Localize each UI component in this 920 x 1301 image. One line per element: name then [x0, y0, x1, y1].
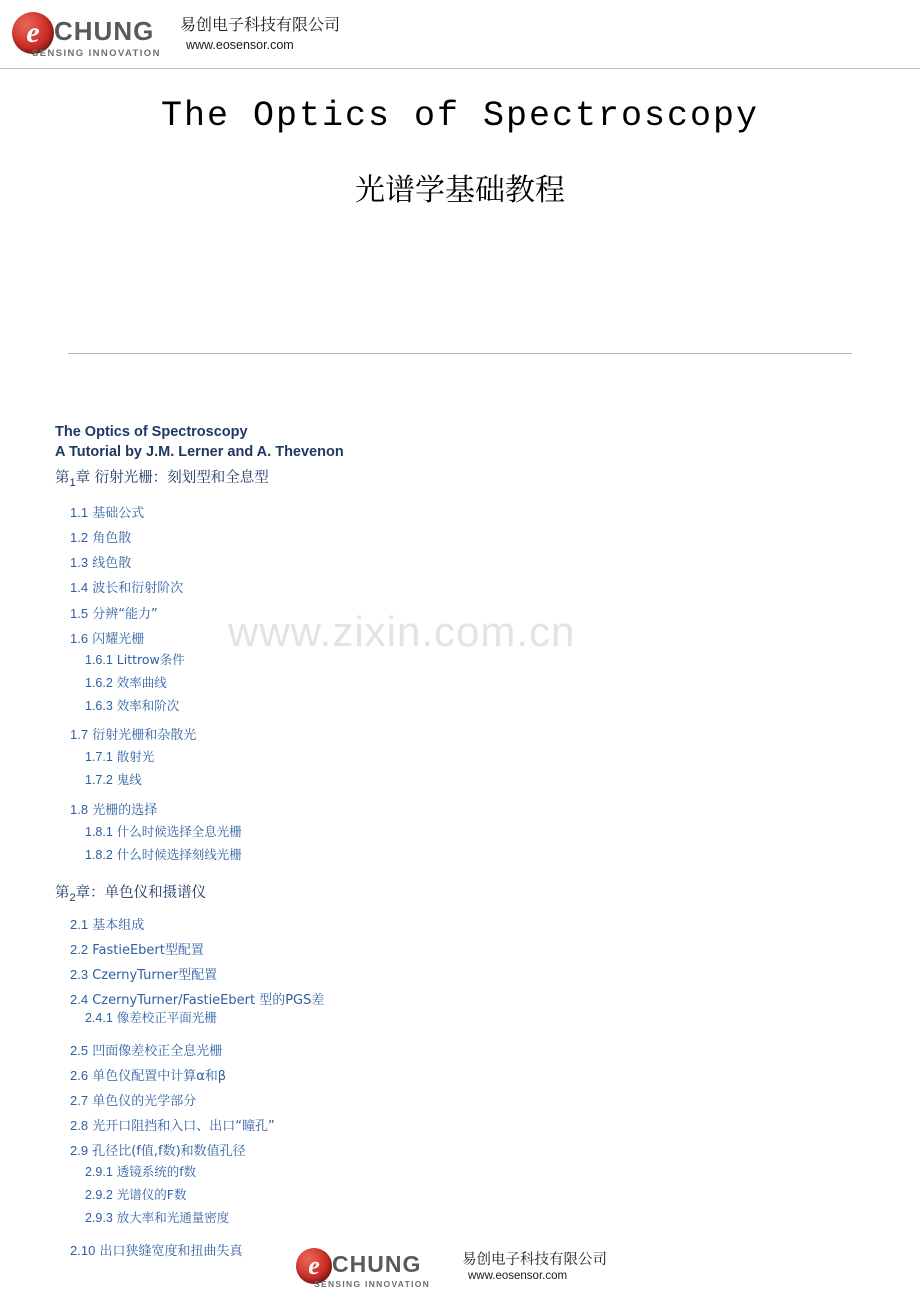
toc-entry[interactable]: [70, 603, 158, 622]
company-logo: [8, 10, 168, 62]
toc-entry[interactable]: [70, 1140, 246, 1159]
toc-entry-label: 单色仪的光学部分: [88, 1094, 197, 1109]
toc-entry-label: 透镜系统的f数: [112, 1164, 197, 1179]
toc-entry-number: 1.6.2: [85, 676, 113, 690]
toc-entry[interactable]: [70, 724, 196, 743]
toc-entry-label: 凹面像差校正全息光栅: [88, 1044, 223, 1059]
watermark: www.zixin.com.cn: [228, 608, 576, 655]
toc-entry-label: 闪耀光栅: [88, 632, 145, 647]
toc-entry-number: 1.6.1: [85, 653, 113, 667]
toc-entry-number: 2.6: [70, 1068, 89, 1083]
header-divider: [0, 68, 920, 69]
toc-entry-label: 衍射光栅和杂散光: [88, 728, 197, 743]
toc-entry[interactable]: [70, 939, 204, 958]
toc-entry-number: 2.5: [70, 1043, 89, 1058]
toc-entry[interactable]: [85, 747, 154, 765]
toc-entry-label: 什么时候选择全息光栅: [112, 824, 242, 839]
toc-entry[interactable]: [70, 989, 324, 1008]
toc-entry-label: 像差校正平面光栅: [112, 1010, 217, 1025]
toc-entry-number: 2.10: [70, 1243, 96, 1258]
toc-entry-label: 角色散: [88, 531, 132, 546]
toc-entry-label: CzernyTurner/FastieEbert 型的PGS差: [88, 993, 325, 1008]
toc-entry[interactable]: [70, 1090, 196, 1109]
toc-entry-label: 鬼线: [112, 772, 142, 787]
toc-entry-number: 2.9.1: [85, 1165, 113, 1179]
toc-entry[interactable]: [85, 770, 142, 788]
toc-entry-number: 2.3: [70, 967, 89, 982]
toc-entry-number: 第$_2$章: [55, 885, 91, 904]
toc-entry[interactable]: [70, 1040, 222, 1059]
toc-entry[interactable]: [70, 799, 157, 818]
toc-entry[interactable]: [70, 577, 183, 596]
toc-entry-label: 波长和衍射阶次: [88, 581, 184, 596]
toc-heading-author: A Tutorial by J.M. Lerner and A. Thevenon: [55, 444, 344, 460]
toc-entry-label: 衍射光栅：刻划型和全息型: [90, 470, 269, 486]
toc-entry-number: 2.8: [70, 1118, 89, 1133]
toc-entry-number: 2.4.1: [85, 1011, 113, 1025]
toc-entry[interactable]: [55, 466, 269, 489]
toc-entry-label: 散射光: [112, 749, 155, 764]
toc-entry-number: 1.6: [70, 631, 89, 646]
toc-entry-label: 基本组成: [88, 918, 145, 933]
toc-entry-number: 1.6.3: [85, 699, 113, 713]
toc-entry[interactable]: [70, 1065, 226, 1084]
page-title: The Optics of Spectroscopy: [160, 96, 760, 136]
footer-logo-e-icon: e: [296, 1248, 332, 1284]
toc-entry-number: 2.7: [70, 1093, 89, 1108]
toc-entry-label: 单色仪配置中计算α和β: [88, 1069, 227, 1084]
toc-entry-label: 线色散: [88, 556, 132, 571]
page-header: [8, 10, 408, 66]
toc-entry-label: 效率曲线: [112, 675, 167, 690]
toc-entry-number: 1.8.1: [85, 825, 113, 839]
toc-entry-number: 1.7: [70, 727, 89, 742]
toc-entry-label: 放大率和光通量密度: [112, 1210, 230, 1225]
toc-entry-number: 2.4: [70, 992, 89, 1007]
toc-entry-number: 2.9.3: [85, 1211, 113, 1225]
toc-entry-number: 1.8: [70, 802, 89, 817]
toc-entry[interactable]: [85, 1008, 217, 1026]
toc-entry[interactable]: [85, 845, 242, 863]
page-footer: [296, 1248, 696, 1296]
footer-logo-tagline: SENSING INNOVATION: [314, 1279, 431, 1289]
toc-entry[interactable]: [85, 650, 185, 668]
company-website: www.eosensor.com: [186, 38, 294, 52]
toc-entry-label: 什么时候选择刻线光栅: [112, 847, 242, 862]
toc-entry[interactable]: [85, 1208, 229, 1226]
page-subtitle: 光谱学基础教程: [355, 173, 565, 208]
toc-entry-number: 2.2: [70, 942, 89, 957]
toc-entry[interactable]: [85, 1162, 196, 1180]
toc-entry-label: FastieEbert型配置: [88, 943, 204, 958]
toc-entry-label: CzernyTurner型配置: [88, 968, 218, 983]
toc-entry-label: 孔径比(f值,f数)和数值孔径: [88, 1144, 246, 1159]
toc-entry-label: 基础公式: [88, 506, 145, 521]
toc-entry-number: 1.2: [70, 530, 89, 545]
logo-e-icon: e: [12, 12, 54, 54]
toc-entry[interactable]: [70, 628, 144, 647]
toc-entry[interactable]: [85, 822, 242, 840]
toc-entry-number: 1.3: [70, 555, 89, 570]
logo-wordmark: CHUNG: [54, 16, 155, 46]
toc-entry[interactable]: [70, 964, 217, 983]
toc-heading-english: The Optics of Spectroscopy: [55, 424, 248, 440]
footer-logo-wordmark: CHUNG: [332, 1251, 422, 1277]
toc-entry-label: 效率和阶次: [112, 698, 180, 713]
toc-entry[interactable]: [85, 673, 167, 691]
toc-entry-label: 光栅的选择: [88, 803, 158, 818]
toc-entry-number: 2.1: [70, 917, 89, 932]
toc-entry[interactable]: [85, 1185, 186, 1203]
toc-entry-label: Littrow条件: [112, 652, 185, 667]
toc-entry-label: 出口狭缝宽度和扭曲失真: [95, 1244, 243, 1259]
section-divider: [68, 353, 852, 354]
toc-entry-number: 2.9.2: [85, 1188, 113, 1202]
toc-entry-number: 第$_1$章: [55, 470, 91, 489]
toc-entry-number: 2.9: [70, 1143, 89, 1158]
toc-entry-number: 1.4: [70, 580, 89, 595]
toc-entry[interactable]: [70, 527, 131, 546]
toc-entry-number: 1.1: [70, 505, 89, 520]
logo-tagline: SENSING INNOVATION: [32, 48, 161, 59]
toc-entry[interactable]: [85, 696, 179, 714]
toc-entry[interactable]: [70, 502, 144, 521]
toc-entry-label: 光谱仪的F数: [112, 1187, 187, 1202]
toc-entry-number: 1.8.2: [85, 848, 113, 862]
company-name-cn: 易创电子科技有限公司: [180, 15, 341, 34]
toc-entry-number: 1.7.1: [85, 750, 113, 764]
toc-entry-label: 光开口阻挡和入口、出口“瞳孔”: [88, 1119, 275, 1134]
toc-entry[interactable]: [70, 1115, 275, 1134]
footer-company-name-cn: 易创电子科技有限公司: [462, 1252, 607, 1268]
footer-company-website: www.eosensor.com: [468, 1270, 568, 1282]
toc-entry[interactable]: [55, 881, 206, 904]
toc-entry-number: 1.5: [70, 606, 89, 621]
toc-entry[interactable]: [70, 552, 131, 571]
toc-entry[interactable]: [70, 914, 144, 933]
toc-entry-number: 1.7.2: [85, 773, 113, 787]
toc-entry[interactable]: [70, 1240, 242, 1259]
toc-entry-label: 分辨“能力”: [88, 607, 158, 622]
toc-entry-label: ：单色仪和摄谱仪: [90, 885, 207, 901]
